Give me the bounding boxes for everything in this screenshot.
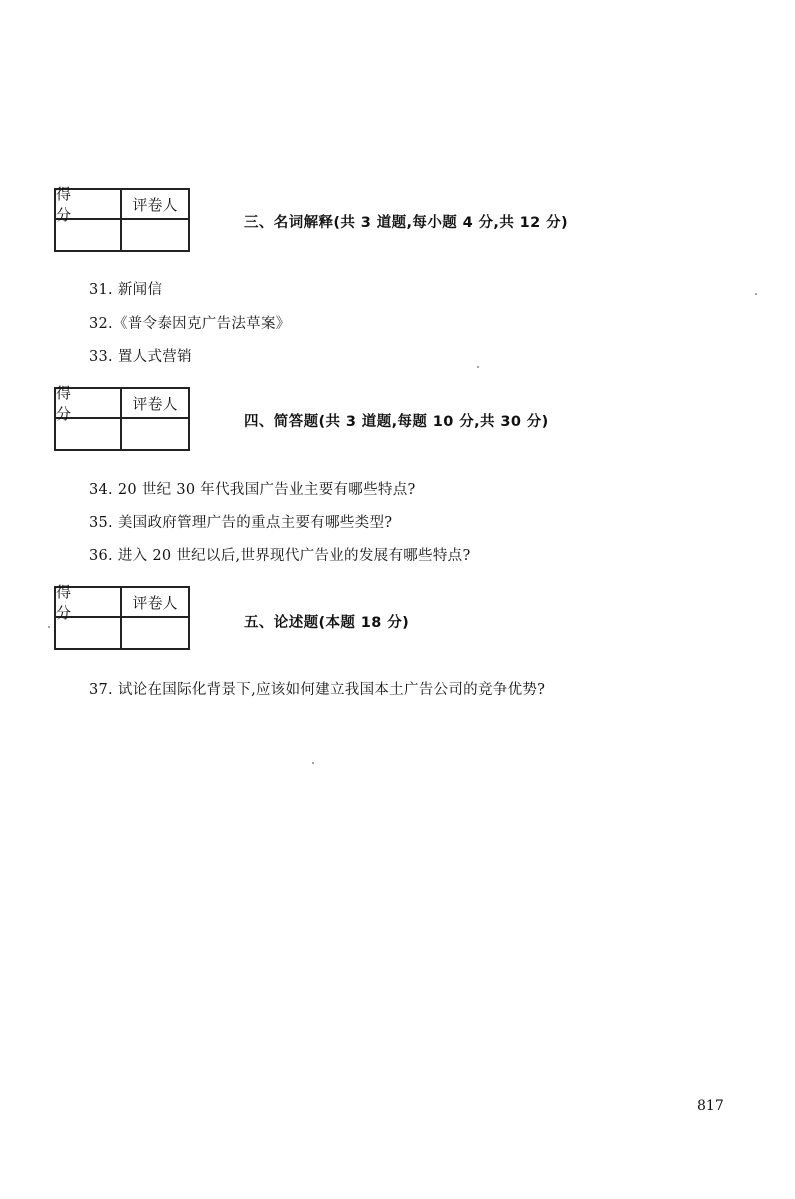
score-table — [54, 583, 190, 650]
grader-cell[interactable] — [122, 618, 188, 648]
question: 37. 试论在国际化背景下,应该如何建立我国本土广告公司的竞争优势? — [89, 682, 546, 698]
page-number: 817 — [697, 1098, 724, 1114]
score-table — [54, 185, 190, 252]
score-label: 得 分 — [56, 190, 122, 220]
question: 34. 20 世纪 30 年代我国广告业主要有哪些特点? — [89, 482, 416, 498]
score-cell[interactable] — [56, 618, 122, 648]
question: 31. 新闻信 — [89, 282, 163, 298]
section-title: 三、名词解释(共 3 道题,每小题 4 分,共 12 分) — [244, 215, 569, 231]
question: 32.《普令泰因克广告法草案》 — [89, 316, 291, 332]
score-label: 得 分 — [56, 588, 122, 618]
scan-speck — [755, 293, 757, 295]
score-cell[interactable] — [56, 220, 122, 250]
section-title: 五、论述题(本题 18 分) — [244, 615, 410, 631]
scan-speck — [477, 366, 479, 368]
score-label: 得 分 — [56, 389, 122, 419]
score-cell[interactable] — [56, 419, 122, 449]
section-title: 四、简答题(共 3 道题,每题 10 分,共 30 分) — [244, 414, 549, 430]
grader-label: 评卷人 — [122, 389, 188, 419]
score-table — [54, 384, 190, 451]
grader-cell[interactable] — [122, 419, 188, 449]
scan-speck — [312, 762, 314, 764]
grader-label: 评卷人 — [122, 588, 188, 618]
grader-cell[interactable] — [122, 220, 188, 250]
grader-label: 评卷人 — [122, 190, 188, 220]
question: 36. 进入 20 世纪以后,世界现代广告业的发展有哪些特点? — [89, 548, 471, 564]
question: 33. 置人式营销 — [89, 349, 192, 365]
question: 35. 美国政府管理广告的重点主要有哪些类型? — [89, 515, 393, 531]
scan-speck — [48, 626, 50, 628]
